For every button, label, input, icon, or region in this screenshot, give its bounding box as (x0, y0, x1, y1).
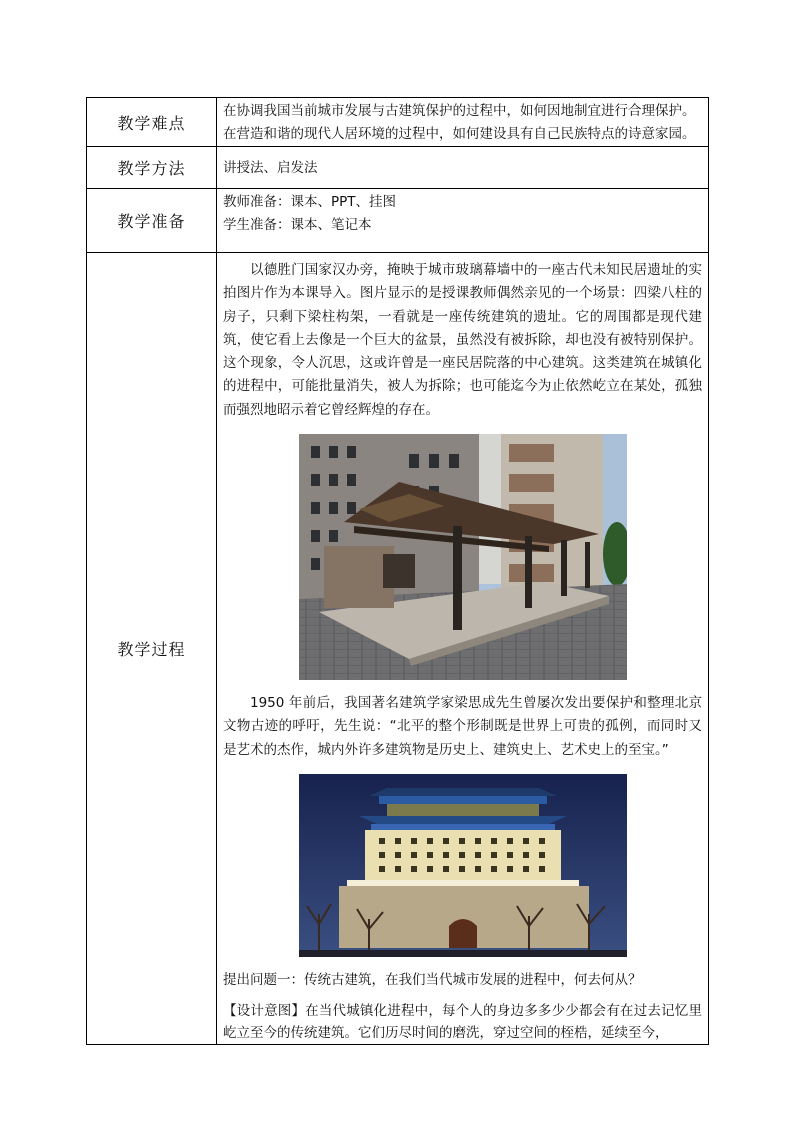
content-difficulty (217, 98, 709, 147)
question-one: 提出问题一：传统古建筑，在我们当代城市发展的进程中，何去何从？ (223, 971, 642, 988)
student-preparation: 学生准备：课本、笔记本 (223, 217, 372, 233)
label-preparation: 教学准备 (87, 189, 217, 253)
teacher-preparation: 教师准备：课本、PPT、挂图 (223, 194, 397, 210)
row-method (87, 147, 709, 189)
row-difficulty (87, 98, 709, 147)
row-process (87, 253, 709, 1045)
liang-quote-paragraph: 1950 年前后，我国著名建筑学家梁思成先生曾屡次发出要保护和整理北京文物古迹的呼吁，先生说：“北平的整个形制既是世界上可贵的孤例，而同时又是艺术的杰作，城内外许多建筑物是历史上、建筑史上、艺术史上的至宝。” (223, 695, 702, 758)
label-difficulty: 教学难点 (87, 98, 217, 147)
content-process (217, 253, 709, 1045)
intro-paragraph: 以德胜门国家汉办旁，掩映于城市玻璃幕墙中的一座古代未知民居遗址的实拍图片作为本课导入。图片显示的是授课教师偶然亲见的一个场景：四梁八柱的房子，只剩下梁柱构架，一看就是一座传统建筑的遗址。它的周围都是现代建筑，使它看上去像是一个巨大的盆景，虽然没有被拆除，却也没有被特别保护。这个现象，令人沉思，这或许曾是一座民居院落的中心建筑。这类建筑在城镇化的进程中，可能批量消失，被人为拆除；也可能迄今为止依然屹立在某处，孤独而强烈地昭示着它曾经辉煌的存在。 (223, 262, 702, 418)
difficulty-line-2: 在营造和谐的现代人居环境的过程中，如何建设具有自己民族特点的诗意家园。 (223, 126, 696, 142)
ruin-photo (299, 434, 627, 680)
design-intent: 【设计意图】在当代城镇化进程中，每个人的身边多多少少都会有在过去记忆里屹立至今的传统建筑。它们历尽时间的磨洗，穿过空间的桎梏，延续至今， (223, 1002, 702, 1041)
gate-tower-photo (299, 774, 627, 957)
label-method: 教学方法 (87, 147, 217, 189)
content-method (217, 147, 709, 189)
row-preparation (87, 189, 709, 253)
lesson-plan-table (86, 97, 709, 1045)
content-preparation (217, 189, 709, 253)
label-process: 教学过程 (87, 253, 217, 1045)
difficulty-line-1: 在协调我国当前城市发展与古建筑保护的过程中，如何因地制宜进行合理保护。 (223, 103, 696, 119)
method-text: 讲授法、启发法 (223, 160, 318, 176)
